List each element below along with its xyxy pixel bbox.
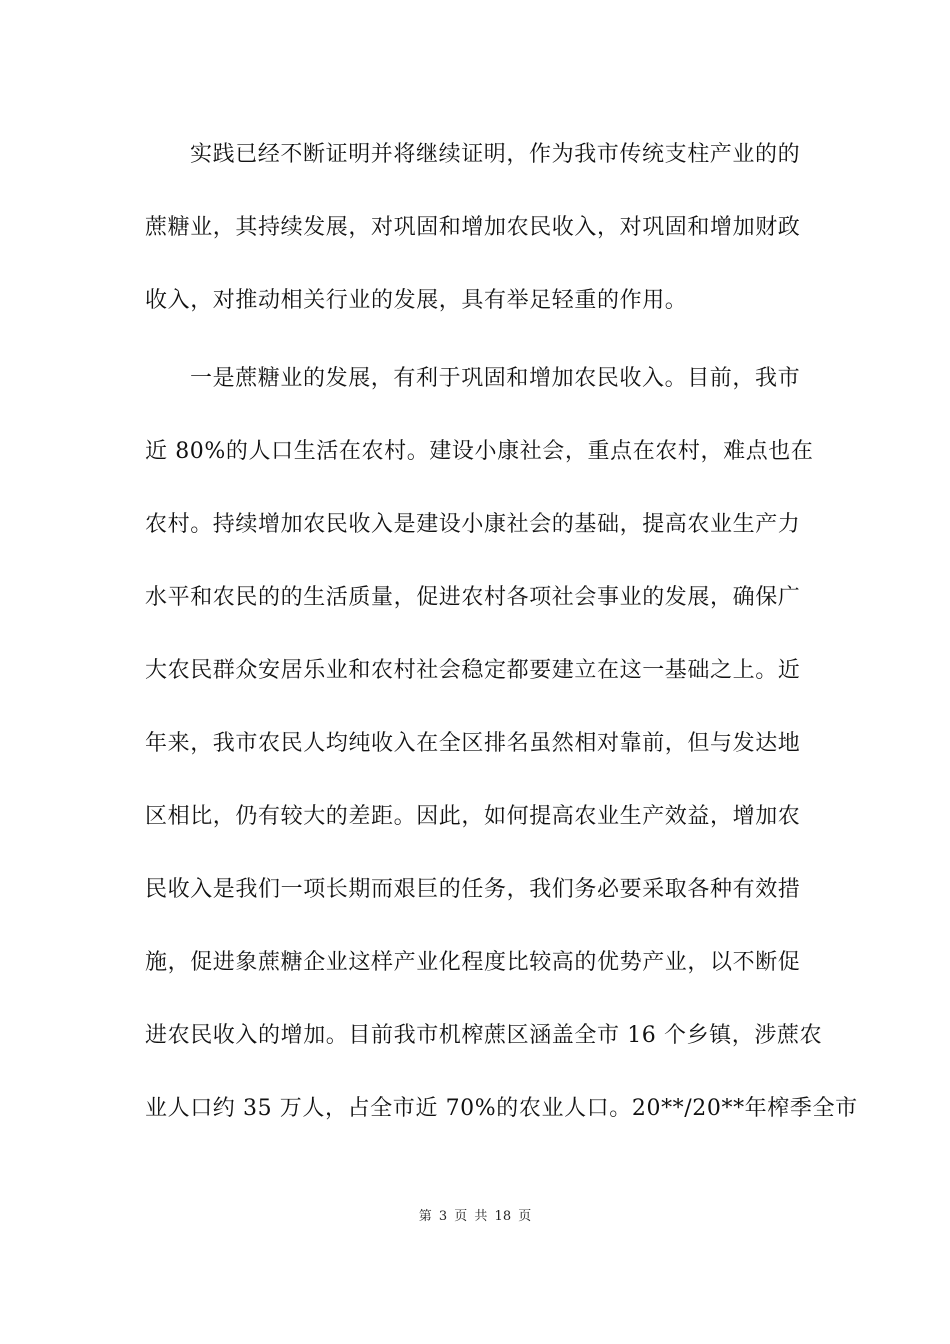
- paragraph-2-line-11: 业人口约 35 万人，占全市近 70%的农业人口。20**/20**年榨季全市: [145, 1096, 858, 1121]
- paragraph-2-line-5: 大农民群众安居乐业和农村社会稳定都要建立在这一基础之上。近: [145, 658, 801, 683]
- paragraph-2-line-4: 水平和农民的的生活质量，促进农村各项社会事业的发展，确保广: [145, 585, 801, 610]
- paragraph-2-line-10: 进农民收入的增加。目前我市机榨蔗区涵盖全市 16 个乡镇，涉蔗农: [145, 1023, 823, 1048]
- paragraph-2-line-6: 年来，我市农民人均纯收入在全区排名虽然相对靠前，但与发达地: [145, 731, 801, 756]
- paragraph-1-line-2: 蔗糖业，其持续发展，对巩固和增加农民收入，对巩固和增加财政: [145, 215, 801, 240]
- paragraph-2-line-3: 农村。持续增加农民收入是建设小康社会的基础，提高农业生产力: [145, 512, 801, 537]
- paragraph-1-line-1: 实践已经不断证明并将继续证明，作为我市传统支柱产业的的: [190, 142, 801, 167]
- page-number-footer: 第 3 页 共 18 页: [418, 1209, 532, 1224]
- paragraph-2-line-7: 区相比，仍有较大的差距。因此，如何提高农业生产效益，增加农: [145, 804, 801, 829]
- paragraph-2-line-9: 施，促进象蔗糖企业这样产业化程度比较高的优势产业，以不断促: [145, 950, 801, 975]
- paragraph-2-line-1: 一是蔗糖业的发展，有利于巩固和增加农民收入。目前，我市: [190, 366, 801, 391]
- paragraph-2-line-8: 民收入是我们一项长期而艰巨的任务，我们务必要采取各种有效措: [145, 877, 801, 902]
- paragraph-1-line-3: 收入，对推动相关行业的发展，具有举足轻重的作用。: [145, 288, 688, 313]
- paragraph-2-line-2: 近 80%的人口生活在农村。建设小康社会，重点在农村，难点也在: [145, 439, 814, 464]
